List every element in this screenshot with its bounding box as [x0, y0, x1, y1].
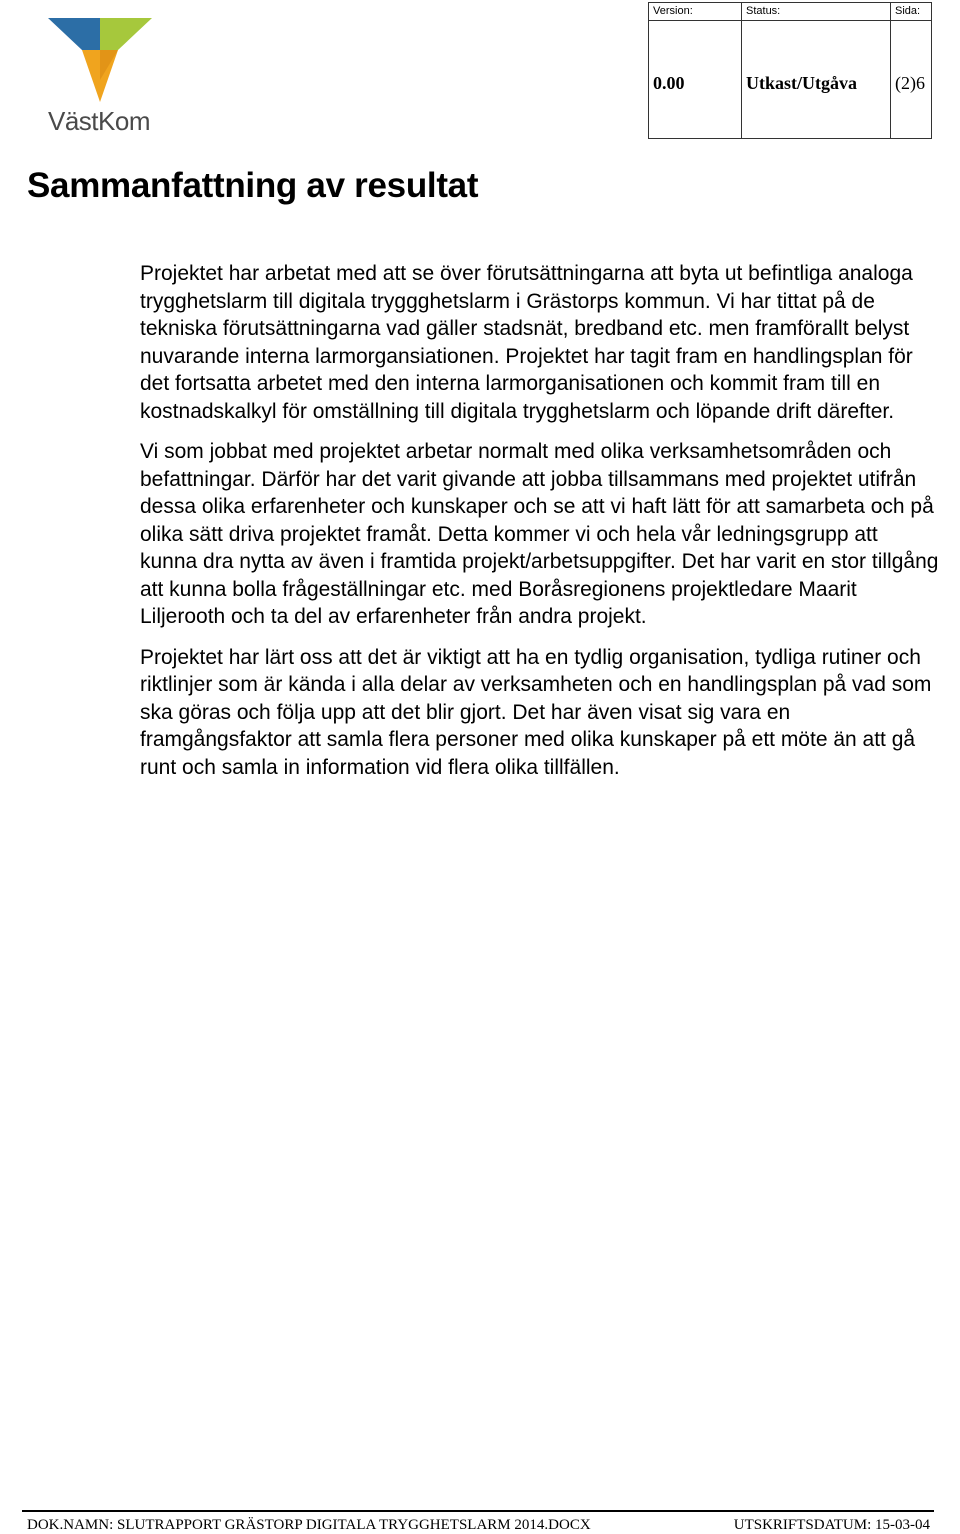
version-label: Version:	[649, 3, 742, 21]
version-value: 0.00	[649, 21, 742, 139]
footer-print-date: UTSKRIFTSDATUM: 15-03-04	[733, 1517, 930, 1533]
paragraph: Projektet har lärt oss att det är viktigt att ha en tydlig organisation, tydliga rutiner och riktlinjer som är kända i alla delar av verksamheten och en handlingsplan på vad som ska göras och följa upp att det blir gjort. Det har även visat sig vara en framgångsfaktor att samla flera personer med olika kunskaper på ett möte än att gå runt och samla in information vid flera olika tillfällen.	[140, 645, 932, 779]
summary-body	[140, 260, 940, 794]
paragraph: Projektet har arbetat med att se över förutsättningarna att byta ut befintliga analoga trygghetslarm till digitala tryggghetslarm i Grästorps kommun. Vi har tittat på de tekniska förutsättningarna vad gäller stadsnät, bredband etc. men framförallt belyst nuvarande interna larmorgansiationen. Projektet har tagit fram en handlingsplan för det fortsatta arbetet med den interna larmorganisationen och kommit fram till en kostnadskalkyl för omställning till digitala trygghetslarm och löpande drift därefter.	[140, 262, 913, 423]
paragraph: Vi som jobbat med projektet arbetar normalt med olika verksamhetsområden och befattningar. Därför har det varit givande att jobba tillsammans med projektet utifrån dessa olika erfarenheter och kunskaper och se att vi haft lätt för att samarbeta och på olika sätt driva projektet framåt. Detta kommer vi och hela vår ledningsgrupp att kunna dra nytta av även i framtida projekt/arbetsuppgifter. Det har varit en stor tillgång att kunna bolla frågeställningar etc. med Boråsregionens projektledare Maarit Liljerooth och ta del av erfarenheter från andra projekt.	[140, 440, 939, 628]
vastkom-logo	[40, 10, 160, 135]
footer-divider	[22, 1510, 934, 1512]
document-meta-table	[648, 2, 932, 139]
logo-mark-icon	[40, 10, 160, 110]
footer-doc-name: DOK.NAMN: SLUTRAPPORT GRÄSTORP DIGITALA TRYGGHETSLARM 2014.DOCX	[27, 1517, 591, 1533]
status-value: Utkast/Utgåva	[742, 21, 891, 139]
logo-text: VästKom	[48, 106, 150, 136]
page-value: (2)6	[891, 21, 932, 139]
page-title: Sammanfattning av resultat	[27, 166, 479, 205]
page-label: Sida:	[891, 3, 932, 21]
status-label: Status:	[742, 3, 891, 21]
